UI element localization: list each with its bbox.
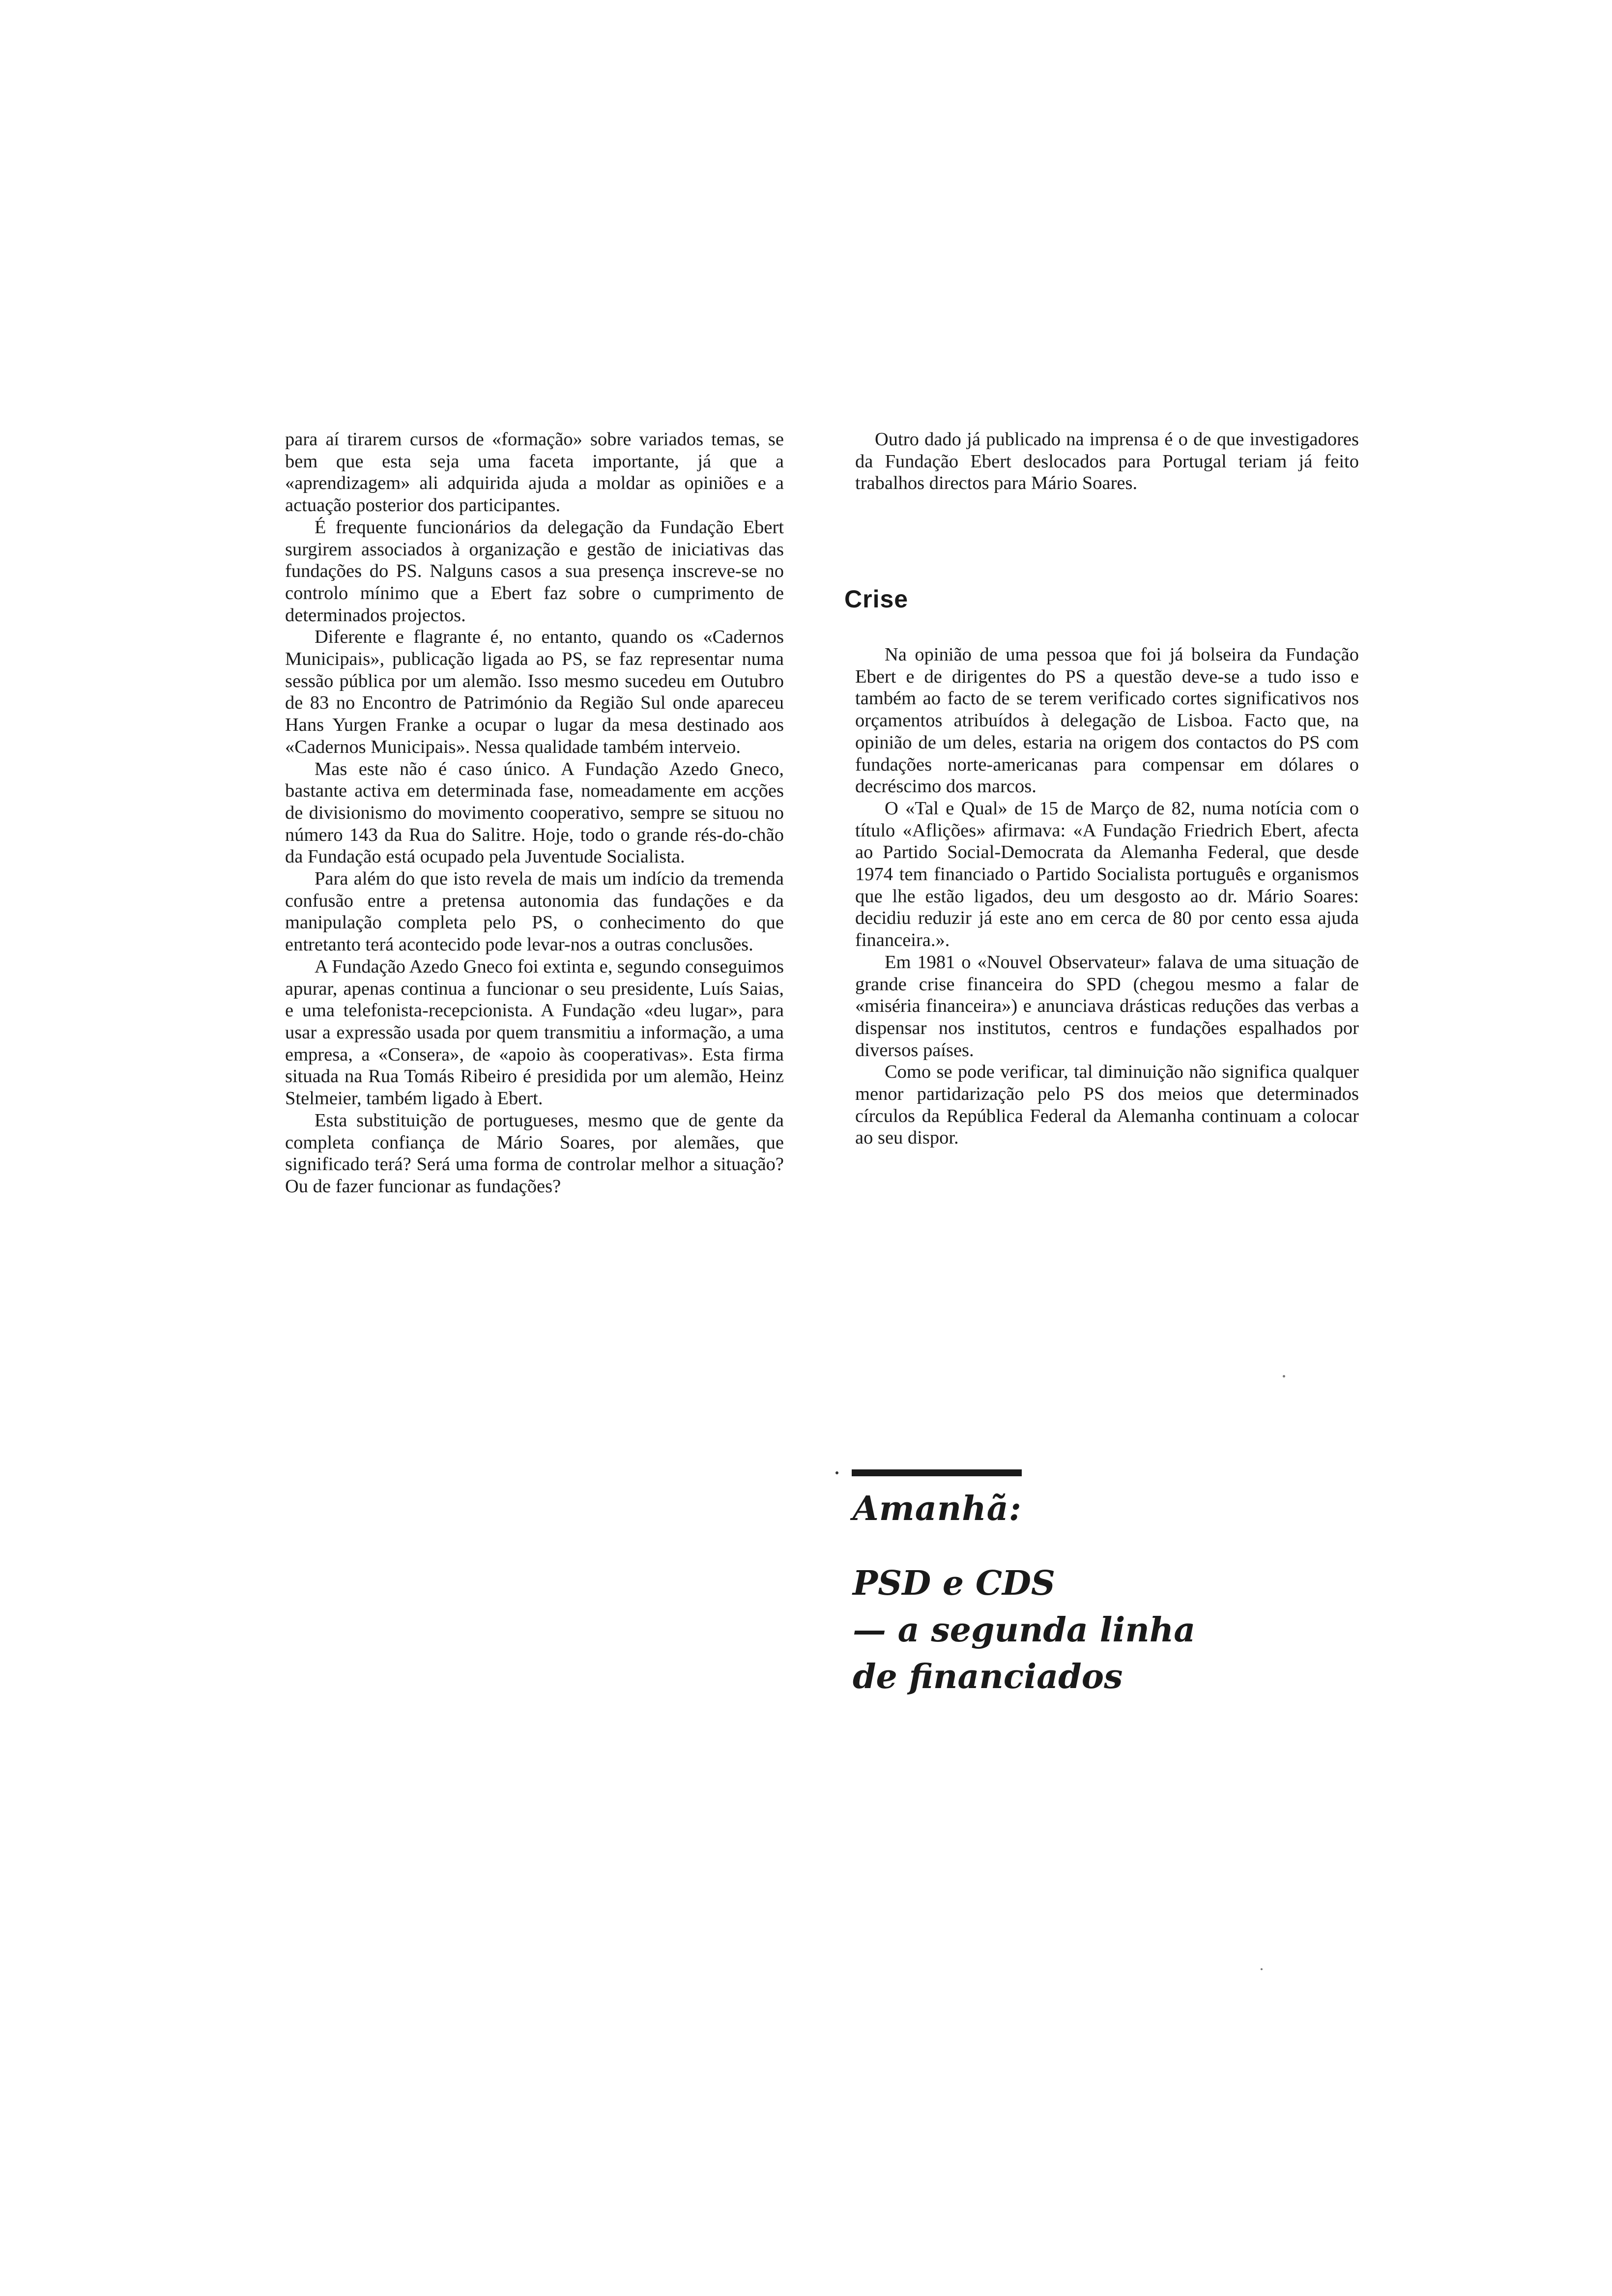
paragraph: Diferente e flagrante é, no entanto, quando os «Cadernos Municipais», publicação ligada ao PS, se faz representar numa sessão pública por um alemão. Isso mesmo sucedeu em Outubro de 83 no Encontro de Património da Região Sul onde apareceu Hans Yurgen Franke a ocupar o lugar da mesa destinado aos «Cadernos Municipais». Nessa qualidade também interveio. (285, 627, 784, 757)
section-subhead: Crise (844, 585, 909, 613)
next-issue-label: Amanhã: (853, 1489, 1022, 1528)
speck (1283, 1375, 1285, 1378)
next-issue-title-line: — a segunda linha (853, 1610, 1196, 1650)
next-issue-title-line: PSD e CDS (853, 1564, 1056, 1603)
paragraph: O «Tal e Qual» de 15 de Março de 82, numa notícia com o título «Aflições» afirmava: «A Fundação Friedrich Ebert, afecta ao Partido Social-Democrata da Alemanha Federal, que desde 1974 tem financiado o Partido Socialista português e organismos que lhe estão ligados, deu um desgosto ao dr. Mário Soares: decidiu reduzir já este ano em cerca de 80 por cento essa ajuda financeira.». (855, 798, 1359, 951)
section-rule (852, 1469, 1022, 1476)
right-column (855, 644, 1359, 1149)
paragraph: Como se pode verificar, tal diminuição não significa qualquer menor partidarização pelo PS dos meios que determinados círculos da República Federal da Alemanha continuam a colocar ao seu dispor. (855, 1062, 1359, 1148)
paragraph: É frequente funcionários da delegação da Fundação Ebert surgirem associados à organização e gestão de iniciativas das fundações do PS. Nalguns casos a sua presença inscreve-se no controlo mínimo que a Ebert faz sobre o cumprimento de determinados projectos. (285, 517, 784, 626)
rule-dot (835, 1471, 838, 1474)
paragraph: Em 1981 o «Nouvel Observateur» falava de uma situação de grande crise financeira do SPD (chegou mesmo a falar de «miséria financeira») e anunciava drásticas reduções das verbas a dispensar nos institutos, centros e fundações espalhados por diversos países. (855, 951, 1359, 1061)
speck (1261, 1968, 1263, 1970)
next-issue-title (853, 1560, 1195, 1700)
paragraph: Outro dado já publicado na imprensa é o de que investigadores da Fundação Ebert deslocados para Portugal teriam já feito trabalhos directos para Mário Soares. (855, 429, 1359, 494)
paragraph: Para além do que isto revela de mais um indício da tremenda confusão entre a pretensa autonomia das fundações e da manipulação completa pelo PS, o conhecimento do que entretanto terá acontecido pode levar-nos a outras conclusões. (285, 868, 784, 955)
paragraph: para aí tirarem cursos de «formação» sobre variados temas, se bem que esta seja uma faceta importante, já que a «aprendizagem» ali adquirida ajuda a moldar as opiniões e a actuação posterior dos participantes. (285, 429, 784, 516)
left-column (285, 429, 784, 1198)
paragraph: A Fundação Azedo Gneco foi extinta e, segundo conseguimos apurar, apenas continua a funcionar o seu presidente, Luís Saias, e uma telefonista-recepcionista. A Fundação «deu lugar», para usar a expressão usada por quem transmitiu a informação, a uma empresa, a «Consera», de «apoio às cooperativas». Esta firma situada na Rua Tomás Ribeiro é presidida por um alemão, Heinz Stelmeier, também ligado à Ebert. (285, 956, 784, 1109)
paragraph: Na opinião de uma pessoa que foi já bolseira da Fundação Ebert e de dirigentes do PS a questão deve-se a tudo isso e também ao facto de se terem verificado cortes significativos nos orçamentos atribuídos à delegação de Lisboa. Facto que, na opinião de um deles, estaria na origem dos contactos do PS com fundações norte-americanas para compensar em dólares o decréscimo dos marcos. (855, 644, 1359, 797)
paragraph: Esta substituição de portugueses, mesmo que de gente da completa confiança de Mário Soares, por alemães, que significado terá? Será uma forma de controlar melhor a situação? Ou de fazer funcionar as fundações? (285, 1110, 784, 1197)
paragraph: Mas este não é caso único. A Fundação Azedo Gneco, bastante activa em determinada fase, nomeadamente em acções de divisionismo do movimento cooperativo, sempre se situou no número 143 da Rua do Salitre. Hoje, todo o grande rés-do-chão da Fundação está ocupado pela Juventude Socialista. (285, 758, 784, 867)
next-issue-title-line: de financiados (853, 1657, 1123, 1696)
right-column-intro (855, 429, 1359, 494)
